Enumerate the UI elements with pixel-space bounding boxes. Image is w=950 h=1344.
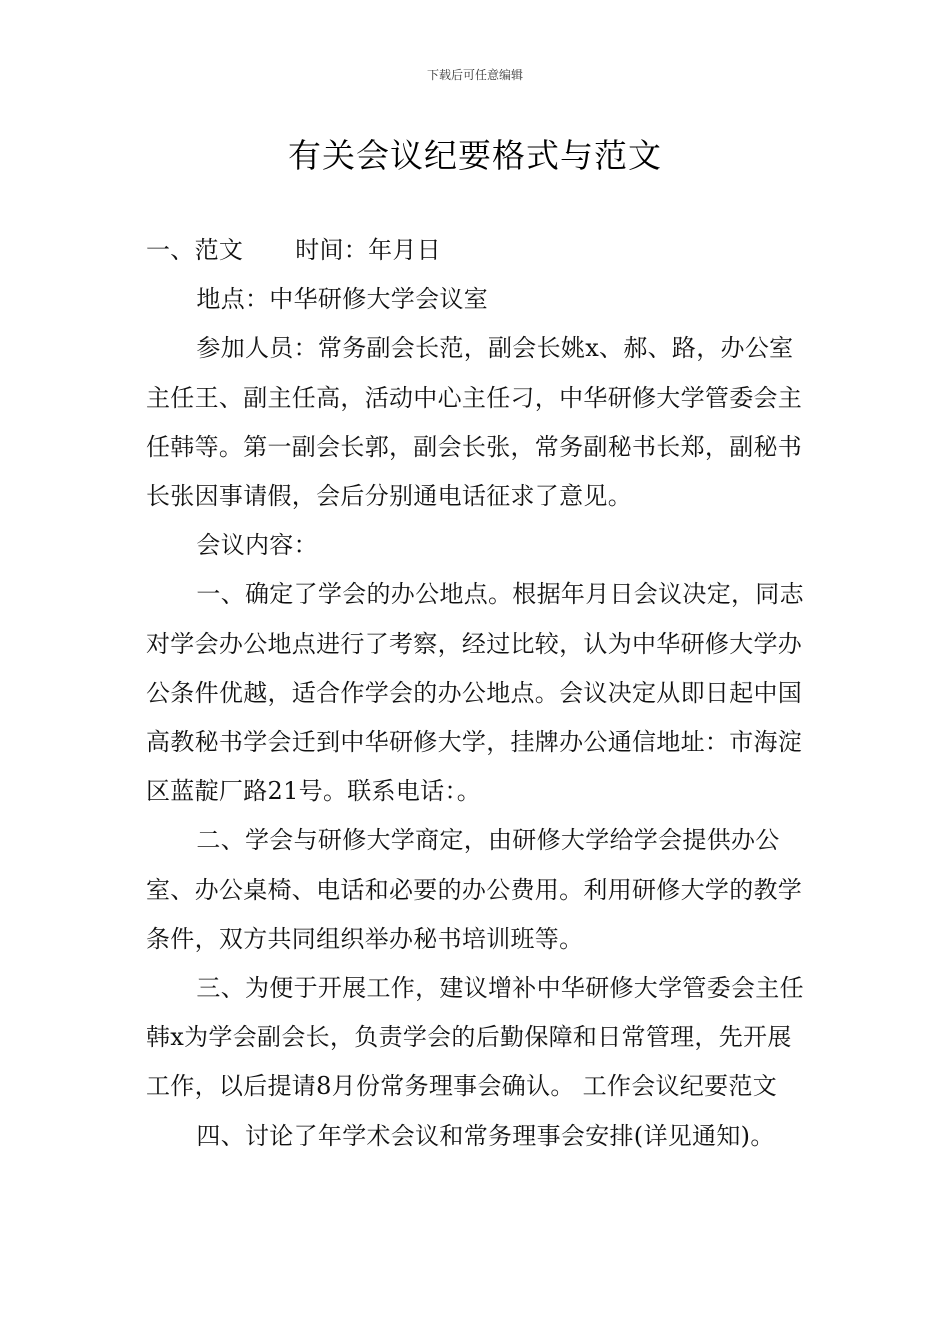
content-label: 会议内容： xyxy=(196,531,318,560)
content-item-1: 一、确定了学会的办公地点。根据年月日会议决定，同志对学会办公地点进行了考察，经过比较，认为中华研修大学办公条件优越，适合作学会的办公地点。会议决定从即日起中国高教秘书学会迁到中华研修大学，挂牌办公通信地址：市海淀区蓝靛厂路21号。联系电话：。 xyxy=(146,580,804,806)
document-title: 有关会议纪要格式与范文 xyxy=(288,136,662,175)
section-label: 一、范文 xyxy=(146,236,244,264)
section-heading xyxy=(146,226,806,275)
header-note: 下载后可任意编辑 xyxy=(426,68,523,82)
meeting-time: 时间：年月日 xyxy=(295,236,442,264)
content-item-2: 二、学会与研修大学商定，由研修大学给学会提供办公室、办公桌椅、电话和必要的办公费用。利用研修大学的教学条件，双方共同组织举办秘书培训班等。 xyxy=(146,826,803,953)
attendees-paragraph: 参加人员：常务副会长范，副会长姚x、郝、路，办公室主任王、副主任高，活动中心主任刁，中华研修大学管委会主任韩等。第一副会长郭，副会长张，常务副秘书长郑，副秘书长张因事请假，会后分别通电话征求了意见。 xyxy=(146,334,803,511)
content-item-3: 三、为便于开展工作，建议增补中华研修大学管委会主任韩x为学会副会长，负责学会的后勤保障和日常管理，先开展工作，以后提请8月份常务理事会确认。 工作会议纪要范文 xyxy=(146,974,804,1101)
content-item-4: 四、讨论了年学术会议和常务理事会安排(详见通知)。 xyxy=(196,1121,775,1150)
meeting-location: 地点：中华研修大学会议室 xyxy=(196,285,488,314)
document-body xyxy=(146,226,806,1161)
